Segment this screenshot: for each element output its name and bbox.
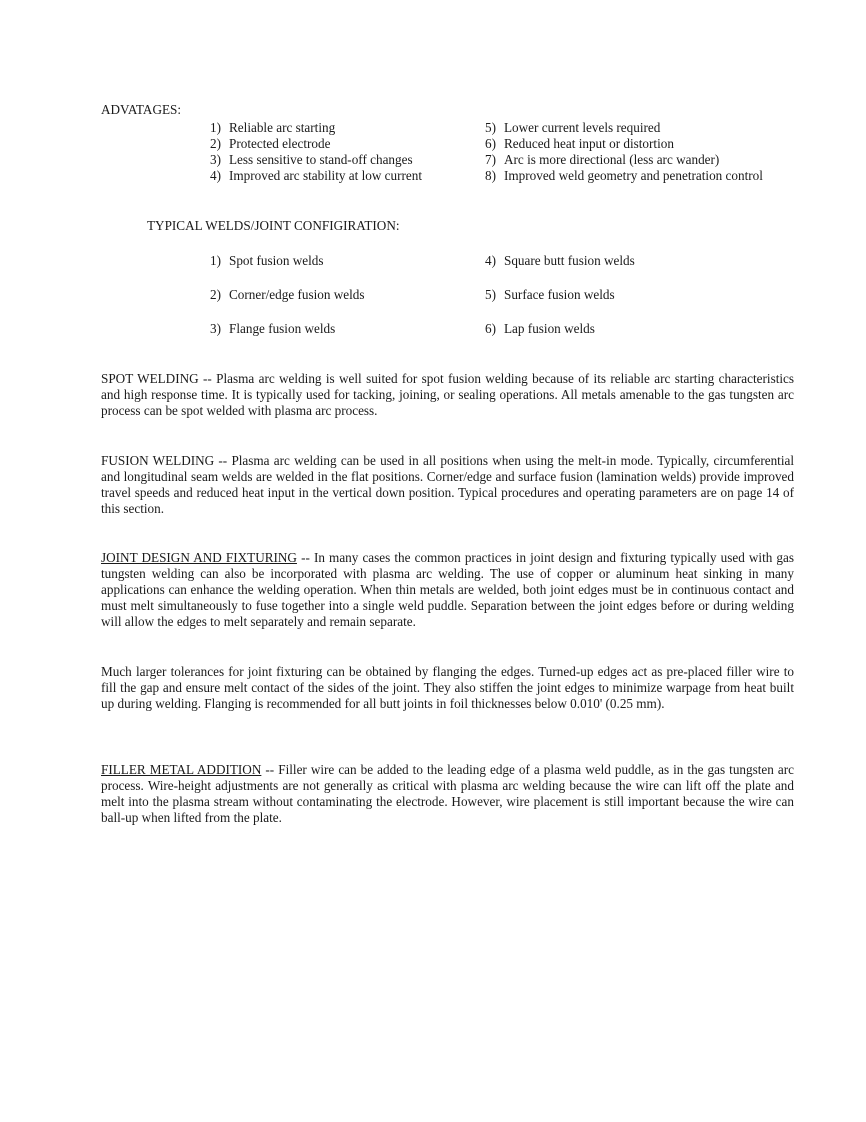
list-item	[210, 152, 422, 168]
list-item	[210, 321, 365, 355]
item-text: Improved weld geometry and penetration control	[504, 168, 763, 183]
item-text: Square butt fusion welds	[504, 253, 635, 268]
item-text: Reduced heat input or distortion	[504, 136, 674, 151]
list-item	[485, 287, 635, 321]
filler-metal-heading: FILLER METAL ADDITION	[101, 762, 262, 777]
list-item	[485, 321, 635, 355]
list-item	[485, 253, 635, 287]
advantages-list-right	[485, 120, 763, 184]
typical-welds-list-left	[210, 253, 365, 355]
item-text: Arc is more directional (less arc wander)	[504, 152, 720, 167]
typical-welds-heading: TYPICAL WELDS/JOINT CONFIGIRATION:	[147, 218, 400, 233]
item-number: 4)	[210, 168, 221, 183]
tolerances-paragraph	[101, 664, 794, 712]
list-item	[210, 136, 422, 152]
item-text: Flange fusion welds	[229, 321, 336, 336]
list-item	[210, 287, 365, 321]
spot-welding-paragraph	[101, 371, 794, 419]
item-number: 7)	[485, 152, 496, 167]
spot-welding-heading: SPOT WELDING --	[101, 371, 212, 386]
item-number: 2)	[210, 136, 221, 151]
list-item	[485, 168, 763, 184]
item-text: Less sensitive to stand-off changes	[229, 152, 413, 167]
tolerances-body: Much larger tolerances for joint fixturing can be obtained by flanging the edges. Turned-up edges act as pre-placed filler wire to fill the gap and ensure melt contact of the sides of the joint. They also stiffen the joint edges to minimize warpage from heat built up during welding. Flanging is recommended for all butt joints in foil thicknesses below 0.010' (0.25 mm).	[101, 664, 794, 711]
item-text: Lower current levels required	[504, 120, 661, 135]
item-number: 2)	[210, 287, 221, 302]
list-item	[485, 136, 763, 152]
item-text: Spot fusion welds	[229, 253, 324, 268]
list-item	[210, 168, 422, 184]
filler-metal-body: Filler wire can be added to the leading edge of a plasma weld puddle, as in the gas tungsten arc process. Wire-height adjustments are not generally as critical with plasma arc welding because the wire can lift off the plate and melt into the plasma stream without contaminating the electrode. However, wire placement is still important because the wire can ball-up when lifted from the plate.	[101, 762, 794, 825]
joint-design-heading: JOINT DESIGN AND FIXTURING	[101, 550, 297, 565]
joint-design-dash: --	[301, 550, 310, 565]
item-number: 3)	[210, 321, 221, 336]
item-number: 3)	[210, 152, 221, 167]
joint-design-paragraph	[101, 550, 794, 630]
item-number: 1)	[210, 120, 221, 135]
filler-metal-paragraph	[101, 762, 794, 826]
item-text: Reliable arc starting	[229, 120, 336, 135]
list-item	[485, 120, 763, 136]
item-number: 1)	[210, 253, 221, 268]
item-number: 6)	[485, 321, 496, 336]
item-text: Protected electrode	[229, 136, 331, 151]
list-item	[210, 253, 365, 287]
advantages-list-left	[210, 120, 422, 184]
list-item	[485, 152, 763, 168]
list-item	[210, 120, 422, 136]
advantages-heading: ADVATAGES:	[101, 102, 182, 117]
typical-welds-list-right	[485, 253, 635, 355]
spot-welding-body: Plasma arc welding is well suited for spot fusion welding because of its reliable arc starting characteristics and high response time. It is typically used for tacking, joining, or sealing operations. All metals amenable to the gas tungsten arc process can be spot welded with plasma arc process.	[101, 371, 795, 418]
item-number: 5)	[485, 120, 496, 135]
fusion-welding-paragraph	[101, 453, 794, 517]
item-text: Surface fusion welds	[504, 287, 615, 302]
item-number: 8)	[485, 168, 496, 183]
item-number: 4)	[485, 253, 496, 268]
item-number: 6)	[485, 136, 496, 151]
filler-metal-dash: --	[265, 762, 275, 777]
fusion-welding-body: Plasma arc welding can be used in all positions when using the melt-in mode. Typically, circumferential and longitudinal seam welds are welded in the flat positions. Corner/edge and surface fusion (lamination welds) provide improved travel speeds and reduced heat input in the vertical down position. Typical procedures and operating parameters are on page 14 of this section.	[101, 453, 795, 516]
item-text: Improved arc stability at low current	[229, 168, 422, 183]
joint-design-body: In many cases the common practices in joint design and fixturing typically used with gas tungsten welding can also be incorporated with plasma arc welding. The use of copper or aluminum heat sinking in many applications can enhance the welding operation. When thin metals are welded, both joint edges must be in continuous contact and must melt simultaneously to fuse together into a single weld puddle. Separation between the joint edges before or during welding will allow the edges to melt separately and remain separate.	[101, 550, 795, 629]
fusion-welding-heading: FUSION WELDING --	[101, 453, 228, 468]
item-number: 5)	[485, 287, 496, 302]
item-text: Lap fusion welds	[504, 321, 595, 336]
item-text: Corner/edge fusion welds	[229, 287, 365, 302]
